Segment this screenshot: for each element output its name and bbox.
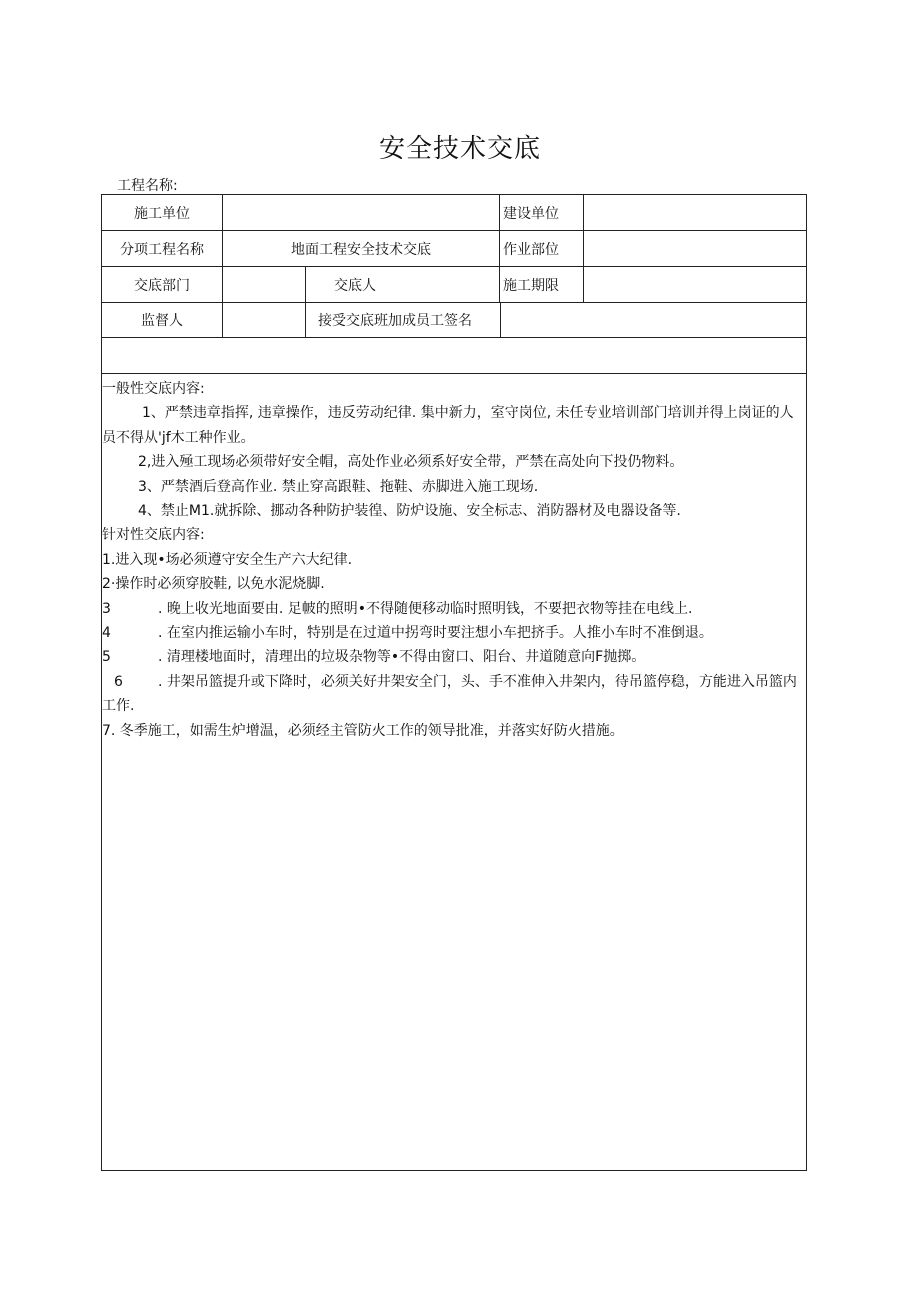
general-heading: 一般性交底内容: — [102, 381, 205, 397]
construction-unit-field[interactable] — [223, 195, 499, 230]
specific-item-6-number: 6 — [114, 673, 123, 690]
specific-item-3-text: . 晚上收光地面要由. 足帔的照明•不得随便移动临时照明钱，不要把衣物等挂在电线上. — [158, 600, 693, 617]
document-title: 安全技术交底 — [378, 134, 541, 164]
rule-bottom — [101, 1170, 807, 1171]
specific-item-1: 1.进入现•场必须遵守安全生产六大纪律. — [102, 551, 353, 568]
general-item-1: 1、严禁违章指挥, 违章操作，违反劳动纪律. 集中新力，室守岗位, 未任专业培训部门培训并得上岗证的人员不得从'jf木工种作业。 — [102, 405, 794, 446]
specific-item-4-text: . 在室内推运输小车时，特别是在过道中拐弯时要注想小车把挤手。人推小车时不准倒退。 — [158, 625, 713, 642]
construction-period-field[interactable] — [584, 267, 806, 302]
handover-dept-label: 交底部门 — [134, 277, 190, 294]
specific-item-3-number: 3 — [102, 600, 111, 617]
specific-heading: 针对性交底内容: — [102, 527, 205, 544]
specific-item-7: 7. 冬季施工，如需生炉增温，必须经主管防火工作的领导批准，并落实好防火措施。 — [102, 722, 624, 739]
construction-period-label: 施工期限 — [503, 277, 559, 294]
work-area-field[interactable] — [584, 231, 806, 266]
handover-person-label: 交底人 — [334, 277, 376, 294]
rule-row5 — [101, 337, 807, 338]
border-right — [806, 194, 807, 1171]
specific-item-2: 2·操作时必须穿胶鞋, 以免水泥烧脚. — [102, 576, 325, 593]
specific-item-5-text: . 清理楼地面时，清理出的垃圾杂物等•不得由窗口、阳台、井道随意向F抛掷。 — [158, 649, 646, 666]
general-item-4: 4、禁止M1.就拆除、挪动各种防护装徨、防炉设施、安全标志、消防器材及电器设备等. — [138, 503, 681, 520]
project-name-label: 工程名称: — [117, 178, 178, 194]
supervisor-field[interactable] — [223, 303, 305, 337]
specific-item-4-number: 4 — [102, 625, 111, 642]
receiver-sign-label: 接受交底班加成员工签名 — [318, 313, 472, 329]
rule-row6 — [101, 373, 807, 374]
specific-item-6-text: . 井架吊篮提升或下降时，必须关好井架安全门，头、手不准伸入井架内，待吊篮停稳，方能进入吊篮内工作. — [102, 673, 797, 715]
construction-unit-label: 施工单位 — [134, 205, 190, 222]
work-area-label: 作业部位 — [503, 241, 559, 258]
general-item-2: 2,进入殛工现场必须带好安全帽，高处作业必须系好安全带，严禁在高处向下投仍物料。 — [138, 454, 684, 471]
specific-item-6 — [102, 670, 806, 719]
sub-project-field[interactable]: 地面工程安全技术交底 — [291, 241, 431, 258]
supervisor-label: 监督人 — [141, 313, 183, 329]
receiver-sign-field[interactable] — [501, 303, 806, 337]
handover-content — [102, 377, 806, 743]
specific-item-4 — [102, 621, 806, 645]
sub-project-label: 分项工程名称 — [120, 241, 204, 258]
specific-item-3 — [102, 597, 806, 621]
specific-item-5 — [102, 645, 806, 669]
builder-unit-field[interactable] — [584, 195, 806, 230]
builder-unit-label: 建设单位 — [503, 205, 559, 222]
specific-item-5-number: 5 — [102, 649, 111, 666]
handover-dept-field[interactable] — [223, 267, 305, 302]
general-item-3: 3、严禁酒后登高作业. 禁止穿高跟鞋、拖鞋、赤脚进入施工现场. — [138, 478, 539, 495]
